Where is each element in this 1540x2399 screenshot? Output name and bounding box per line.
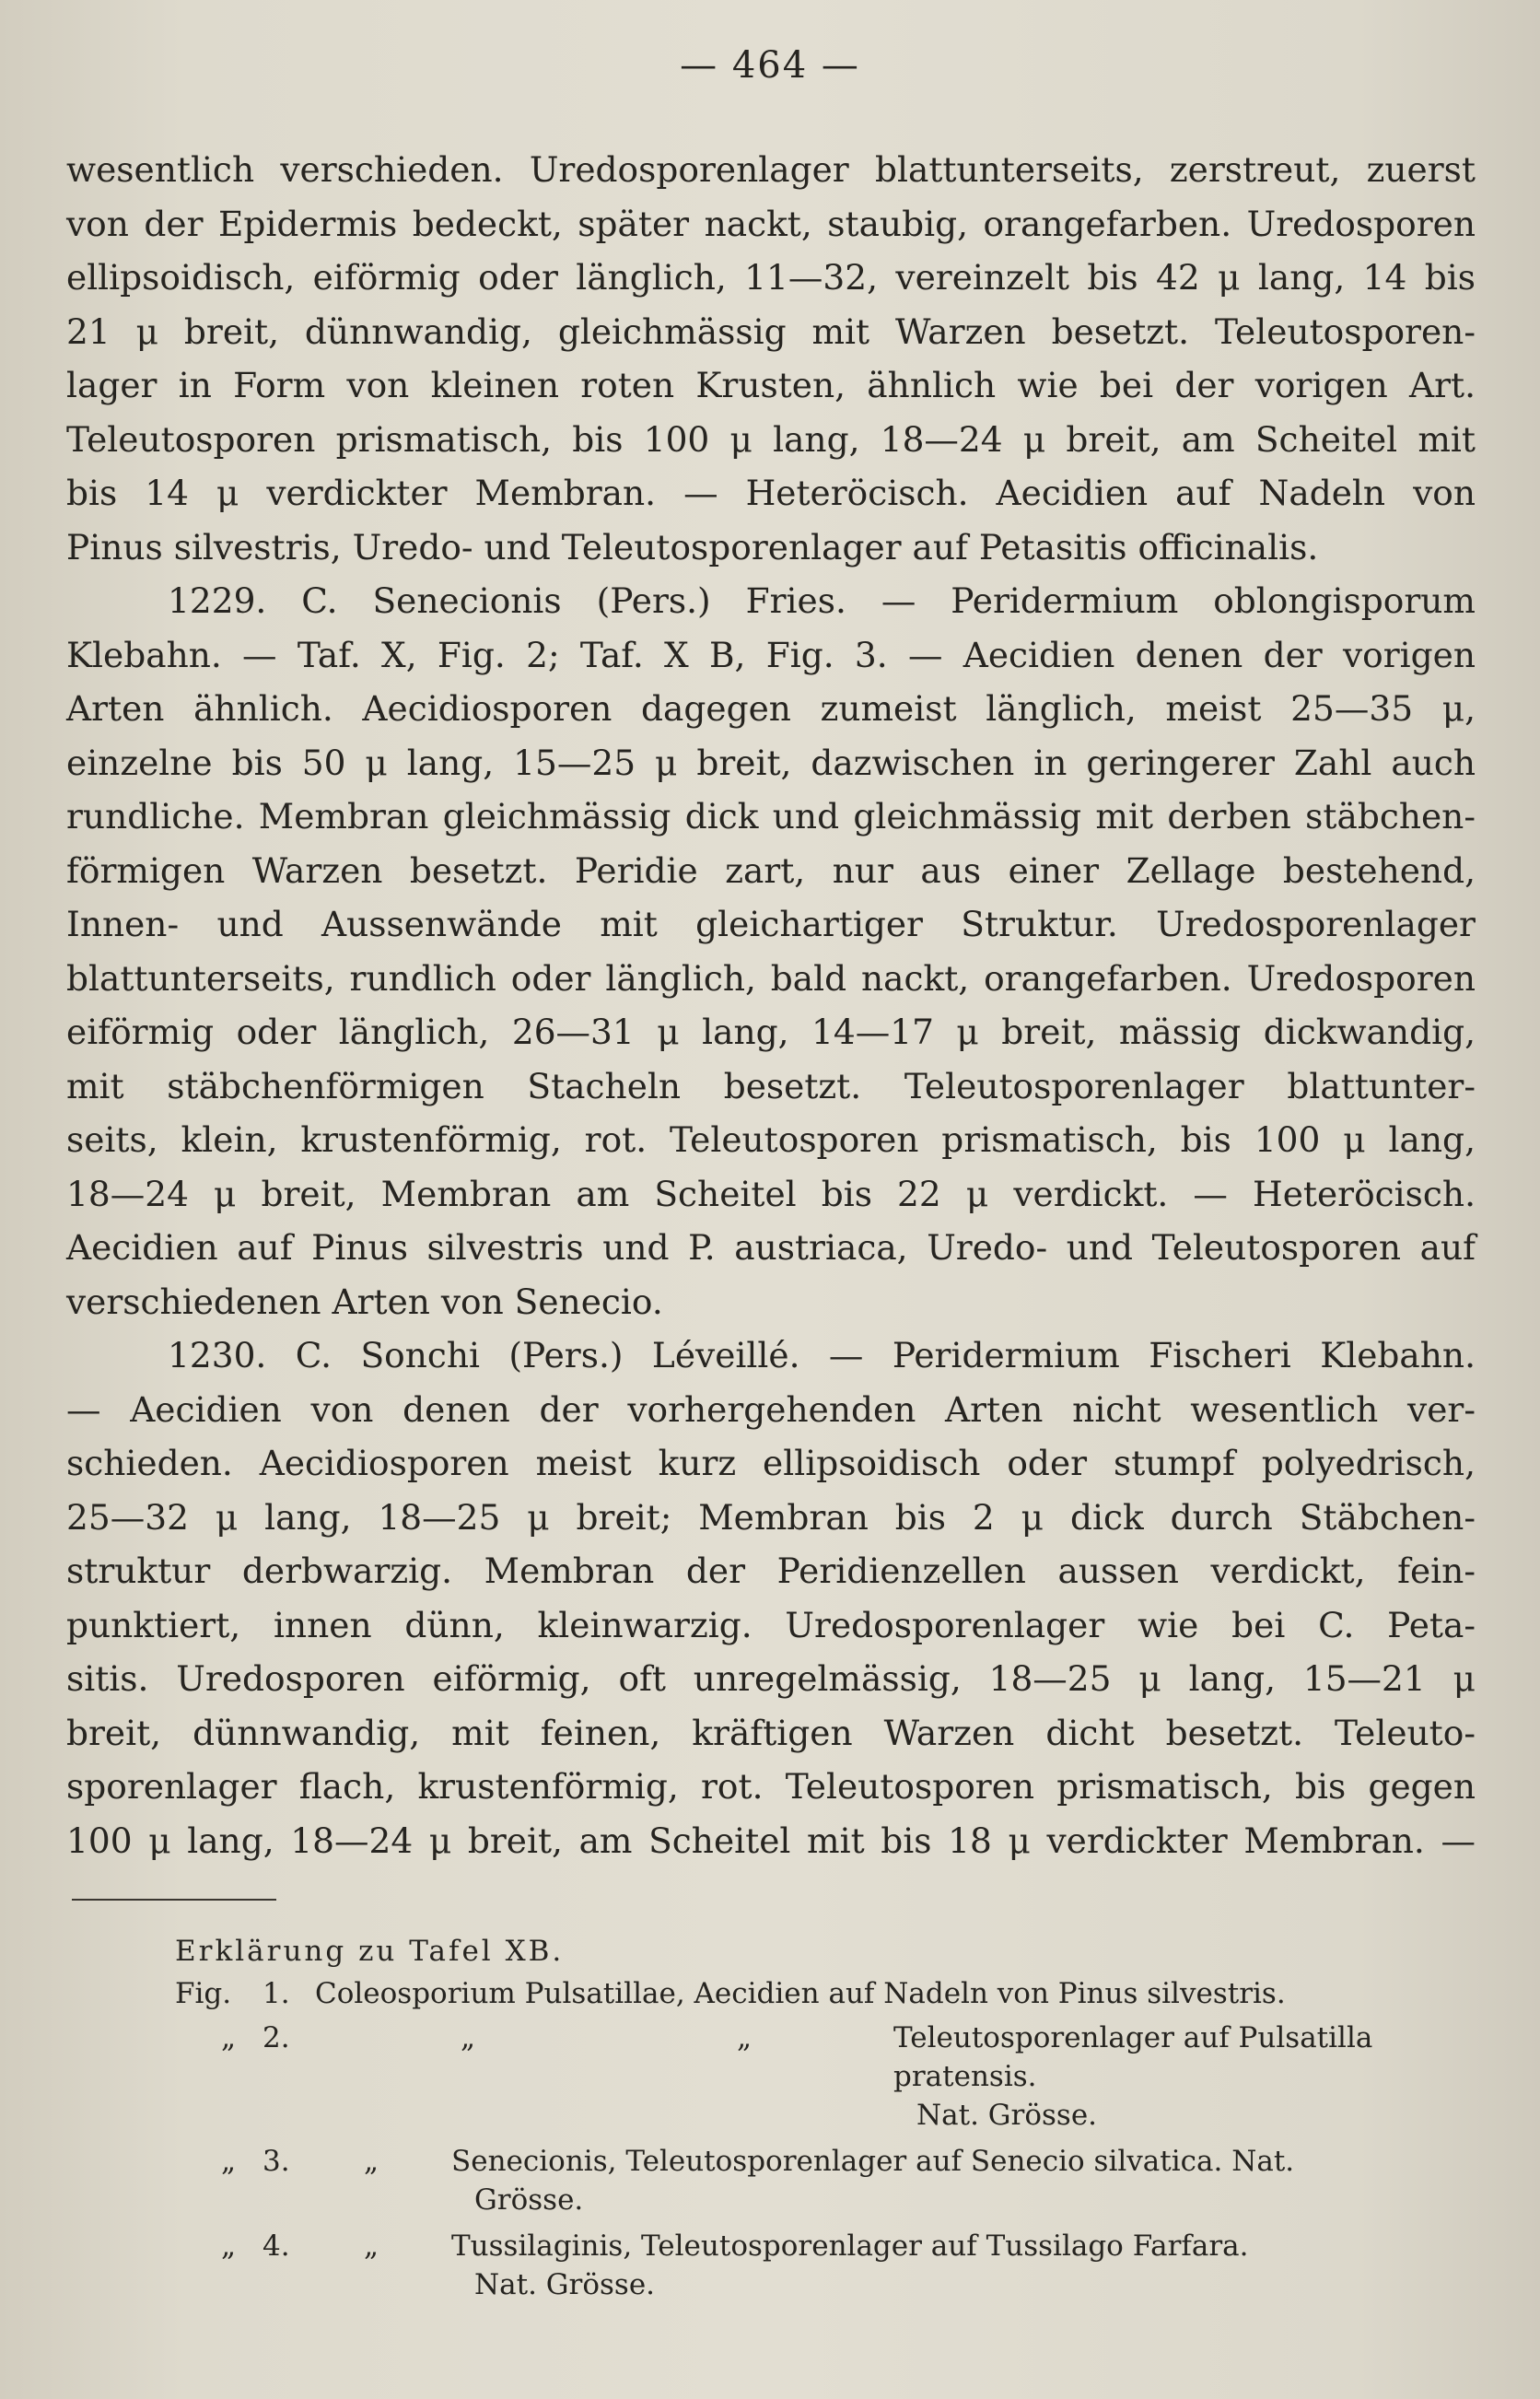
- legend-fig-3: [175, 2142, 1483, 2219]
- fig-caption: Senecionis, Teleutosporenlager auf Senecio silvatica. Nat.: [451, 2145, 1295, 2178]
- text-line: blattunterseits, rundlich oder länglich, bald nackt, orangefarben. Uredosporen: [66, 957, 1476, 999]
- ditto-mark: „: [364, 2229, 379, 2263]
- text-line: sitis. Uredosporen eiförmig, oft unregelmässig, 18—25 μ lang, 15—21 μ: [66, 1658, 1476, 1699]
- text-line: bis 14 μ verdickter Membran. — Heteröcisch. Aecidien auf Nadeln von: [66, 473, 1476, 513]
- legend-fig-2: [175, 2019, 1483, 2135]
- entry-1229-heading: 1229. C. Senecionis (Pers.) Fries. — Peridermium oblongisporum: [168, 580, 1476, 621]
- page-number: — 464 —: [680, 44, 860, 87]
- text-line: breit, dünnwandig, mit feinen, kräftigen Warzen dicht besetzt. Teleuto-: [66, 1712, 1476, 1753]
- fig-number: 1.: [262, 1977, 290, 2010]
- text-line: 25—32 μ lang, 18—25 μ breit; Membran bis 2 μ dick durch Stäbchen-: [66, 1496, 1476, 1538]
- text-line: 21 μ breit, dünnwandig, gleichmässig mit Warzen besetzt. Teleutosporen-: [66, 310, 1476, 352]
- text-line: 100 μ lang, 18—24 μ breit, am Scheitel mit bis 18 μ verdickter Membran. —: [66, 1820, 1476, 1861]
- text-line: punktiert, innen dünn, kleinwarzig. Uredosporenlager wie bei C. Peta-: [66, 1604, 1476, 1645]
- text-line: Teleutosporen prismatisch, bis 100 μ lang, 18—24 μ breit, am Scheitel mit: [66, 418, 1476, 460]
- legend-fig-1: [175, 1974, 1483, 2013]
- ditto-mark: „: [737, 2021, 752, 2054]
- ditto-mark: „: [364, 2145, 379, 2178]
- text-line: — Aecidien von denen der vorhergehenden Arten nicht wesentlich ver-: [66, 1388, 1476, 1430]
- entry-1230-heading: 1230. C. Sonchi (Pers.) Léveillé. — Peridermium Fischeri Klebahn.: [168, 1335, 1476, 1375]
- fig-caption-cont: Nat. Grösse.: [916, 2099, 1098, 2132]
- text-line: einzelne bis 50 μ lang, 15—25 μ breit, dazwischen in geringerer Zahl auch: [66, 742, 1476, 783]
- text-line: seits, klein, krustenförmig, rot. Teleutosporen prismatisch, bis 100 μ lang,: [66, 1119, 1476, 1160]
- fig-label: „: [221, 2229, 237, 2263]
- text-line: lager in Form von kleinen roten Krusten, ähnlich wie bei der vorigen Art.: [66, 365, 1476, 405]
- fig-caption: Teleutosporenlager auf Pulsatilla pratensis.: [893, 2021, 1373, 2093]
- fig-number: 3.: [262, 2145, 290, 2178]
- body-text: [66, 143, 1476, 1867]
- fig-caption: Tussilaginis, Teleutosporenlager auf Tussilago Farfara.: [451, 2229, 1249, 2263]
- footnote-rule: [72, 1899, 276, 1901]
- ditto-mark: „: [461, 2021, 476, 2054]
- fig-label: „: [221, 2145, 237, 2178]
- text-line: Aecidien auf Pinus silvestris und P. austriaca, Uredo- und Teleutosporen auf: [66, 1227, 1476, 1268]
- text-line: Innen- und Aussenwände mit gleichartiger Struktur. Uredosporenlager: [66, 904, 1476, 944]
- fig-label: „: [221, 2021, 237, 2054]
- plate-legend: [175, 1928, 1483, 2304]
- fig-label: Fig.: [175, 1977, 232, 2010]
- text-line: eiförmig oder länglich, 26—31 μ lang, 14—17 μ breit, mässig dickwandig,: [66, 1012, 1476, 1052]
- fig-number: 2.: [262, 2021, 290, 2054]
- text-line: Pinus silvestris, Uredo- und Teleutosporenlager auf Petasitis officinalis.: [66, 526, 1319, 568]
- text-line: struktur derbwarzig. Membran der Peridienzellen aussen verdickt, fein-: [66, 1551, 1476, 1591]
- text-line: förmigen Warzen besetzt. Peridie zart, nur aus einer Zellage bestehend,: [66, 849, 1476, 891]
- text-line: sporenlager flach, krustenförmig, rot. Teleutosporen prismatisch, bis gegen: [66, 1766, 1476, 1807]
- text-line: Klebahn. — Taf. X, Fig. 2; Taf. X B, Fig. 3. — Aecidien denen der vorigen: [66, 634, 1476, 675]
- fig-caption: Coleosporium Pulsatillae, Aecidien auf Nadeln von Pinus silvestris.: [315, 1977, 1286, 2010]
- text-line: Arten ähnlich. Aecidiosporen dagegen zumeist länglich, meist 25—35 μ,: [66, 688, 1476, 729]
- text-line: mit stäbchenförmigen Stacheln besetzt. Teleutosporenlager blattunter-: [66, 1065, 1476, 1106]
- text-line: rundliche. Membran gleichmässig dick und gleichmässig mit derben stäbchen-: [66, 796, 1476, 837]
- text-line: ellipsoidisch, eiförmig oder länglich, 11—32, vereinzelt bis 42 μ lang, 14 bis: [66, 257, 1476, 298]
- legend-title: Erklärung zu Tafel XB.: [175, 1935, 565, 1968]
- text-line: verschiedenen Arten von Senecio.: [66, 1281, 663, 1322]
- legend-fig-4: [175, 2227, 1483, 2304]
- text-line: wesentlich verschieden. Uredosporenlager blattunterseits, zerstreut, zuerst: [66, 149, 1476, 190]
- fig-caption-cont: Grösse.: [474, 2183, 584, 2217]
- text-line: von der Epidermis bedeckt, später nackt, staubig, orangefarben. Uredosporen: [66, 203, 1476, 244]
- fig-caption-cont: Nat. Grösse.: [474, 2268, 656, 2301]
- text-line: 18—24 μ breit, Membran am Scheitel bis 22 μ verdickt. — Heteröcisch.: [66, 1173, 1476, 1214]
- text-line: schieden. Aecidiosporen meist kurz ellipsoidisch oder stumpf polyedrisch,: [66, 1443, 1476, 1483]
- fig-number: 4.: [262, 2229, 290, 2263]
